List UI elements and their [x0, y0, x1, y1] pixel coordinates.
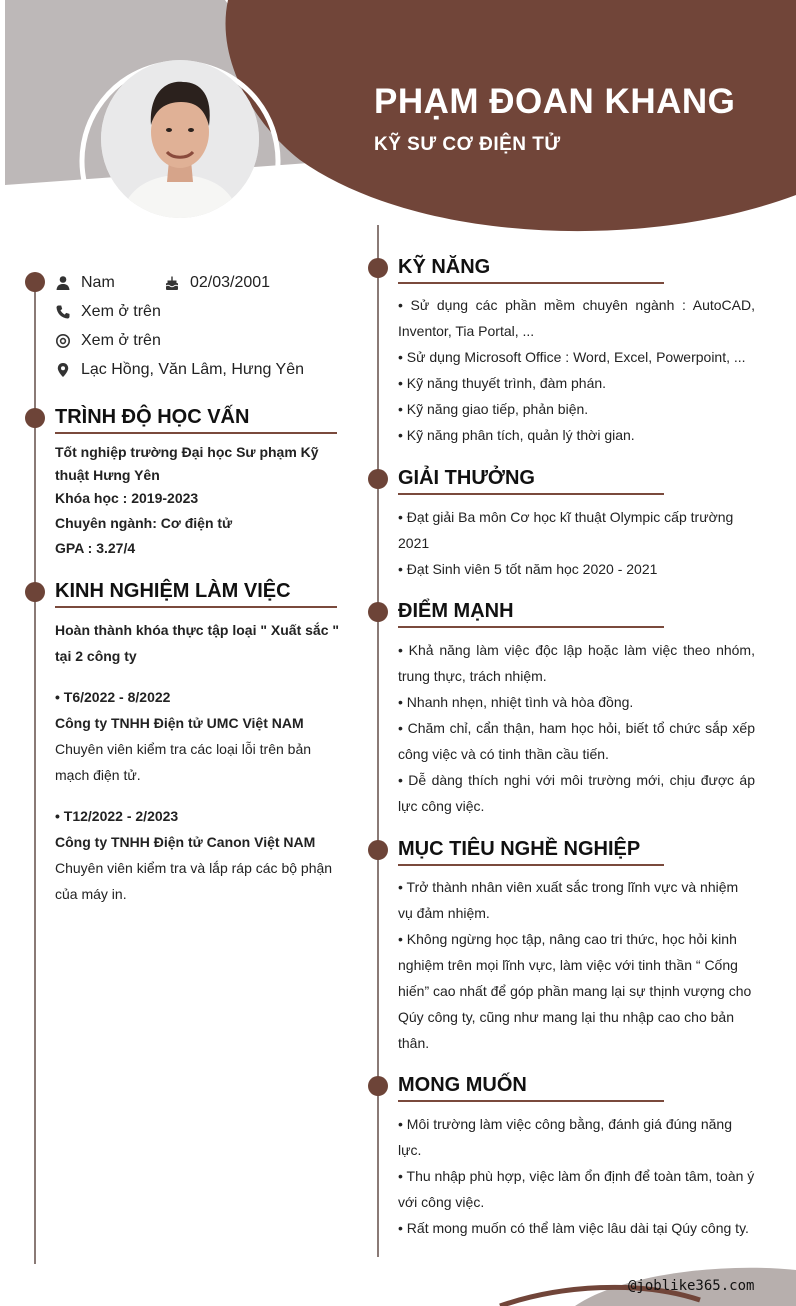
- portrait-image: [101, 60, 259, 218]
- candidate-name: PHẠM ĐOAN KHANG: [374, 82, 736, 121]
- education-title: TRÌNH ĐỘ HỌC VẤN: [55, 405, 337, 434]
- location-icon: [55, 362, 71, 378]
- timeline-dot: [368, 258, 388, 278]
- experience-block: [55, 617, 340, 907]
- timeline-dot: [368, 1076, 388, 1096]
- education-course: Khóa học : 2019-2023: [55, 490, 199, 506]
- timeline-dot: [25, 582, 45, 602]
- job-company: Công ty TNHH Điện tử Canon Việt NAM: [55, 834, 316, 850]
- address-value: Lạc Hồng, Văn Lâm, Hưng Yên: [81, 361, 304, 378]
- skill-item: • Sử dụng Microsoft Office : Word, Excel, Powerpoint, ...: [398, 349, 746, 365]
- experience-title: KINH NGHIỆM LÀM VIỆC: [55, 579, 337, 608]
- header: [374, 80, 735, 156]
- job-company: Công ty TNHH Điện tử UMC Việt NAM: [55, 715, 304, 731]
- education-school: Tốt nghiệp trường Đại học Sư phạm Kỹ thuật Hưng Yên: [55, 444, 319, 483]
- user-icon: [55, 275, 71, 291]
- strength-item: • Khả năng làm việc độc lập hoặc làm việc theo nhóm, trung thực, trách nhiệm.: [398, 642, 755, 684]
- award-item: • Đạt Sinh viên 5 tốt năm học 2020 - 2021: [398, 561, 658, 577]
- timeline-dot: [25, 272, 45, 292]
- job-title: KỸ SƯ CƠ ĐIỆN TỬ: [374, 134, 561, 155]
- objective-item: • Trở thành nhân viên xuất sắc trong lĩnh vực và nhiệm vụ đảm nhiệm.: [398, 879, 739, 921]
- skills-title: KỸ NĂNG: [398, 255, 664, 284]
- strength-item: • Chăm chỉ, cẩn thận, ham học hỏi, biết tổ chức sắp xếp công việc và có tinh thần cầu tiến.: [398, 720, 755, 762]
- wish-item: • Thu nhập phù hợp, việc làm ổn định để toàn tâm, toàn ý với công việc.: [398, 1168, 755, 1210]
- objective-list: [398, 874, 755, 1056]
- skill-item: • Kỹ năng thuyết trình, đàm phán.: [398, 375, 607, 391]
- birthday-row: [164, 274, 270, 292]
- job-description: Chuyên viên kiểm tra và lắp ráp các bộ phận của máy in.: [55, 860, 333, 902]
- award-item: • Đạt giải Ba môn Cơ học kĩ thuật Olympic cấp trường 2021: [398, 509, 734, 551]
- strength-item: • Dễ dàng thích nghi với môi trường mới, chịu được áp lực công việc.: [398, 772, 755, 814]
- phone-row: [55, 303, 161, 321]
- footer-watermark: @joblike365.com: [628, 1278, 755, 1294]
- cake-icon: [164, 275, 180, 291]
- education-block: [55, 441, 340, 560]
- awards-title: GIẢI THƯỞNG: [398, 466, 664, 495]
- skill-item: • Sử dụng các phần mềm chuyên ngành : AutoCAD, Inventor, Tia Portal, ...: [398, 297, 755, 339]
- right-timeline: [377, 225, 379, 1257]
- wishes-title: MONG MUỐN: [398, 1073, 664, 1102]
- wish-item: • Môi trường làm việc công bằng, đánh giá đúng năng lực.: [398, 1116, 732, 1158]
- email-value: Xem ở trên: [81, 332, 161, 349]
- awards-list: [398, 504, 755, 582]
- wish-item: • Rất mong muốn có thể làm việc lâu dài tại Qúy công ty.: [398, 1220, 749, 1236]
- skill-item: • Kỹ năng phân tích, quản lý thời gian.: [398, 427, 635, 443]
- timeline-dot: [25, 408, 45, 428]
- job-description: Chuyên viên kiểm tra các loại lỗi trên bản mạch điện tử.: [55, 741, 312, 783]
- skill-item: • Kỹ năng giao tiếp, phản biện.: [398, 401, 589, 417]
- job-period: • T12/2022 - 2/2023: [55, 808, 179, 824]
- experience-summary: Hoàn thành khóa thực tập loại " Xuất sắc " tại 2 công ty: [55, 622, 340, 664]
- phone-icon: [55, 304, 71, 320]
- skills-list: [398, 292, 755, 448]
- address-row: [55, 361, 304, 379]
- timeline-dot: [368, 602, 388, 622]
- gender-row: [55, 274, 115, 292]
- timeline-dot: [368, 840, 388, 860]
- objective-item: • Không ngừng học tập, nâng cao tri thức, học hỏi kinh nghiệm trên mọi lĩnh vực, làm việc với tinh thần “ Cống hiến” cao nhất để góp phần mang lại sự thịnh vượng cho Qúy công ty, cũng như mang lại thu nhập cao cho bản thân.: [398, 931, 752, 1051]
- gender-value: Nam: [81, 274, 115, 291]
- avatar: [101, 60, 259, 218]
- objective-title: MỤC TIÊU NGHỀ NGHIỆP: [398, 837, 664, 866]
- phone-value: Xem ở trên: [81, 303, 161, 320]
- birthday-value: 02/03/2001: [190, 274, 271, 291]
- strengths-list: [398, 637, 755, 819]
- job-period: • T6/2022 - 8/2022: [55, 689, 171, 705]
- education-major: Chuyên ngành: Cơ điện tử: [55, 515, 233, 531]
- education-gpa: GPA : 3.27/4: [55, 540, 136, 556]
- email-row: [55, 332, 161, 350]
- email-icon: [55, 333, 71, 349]
- strength-item: • Nhanh nhẹn, nhiệt tình và hòa đồng.: [398, 694, 634, 710]
- timeline-dot: [368, 469, 388, 489]
- left-timeline: [34, 282, 36, 1264]
- wishes-list: [398, 1111, 755, 1241]
- strengths-title: ĐIỂM MẠNH: [398, 599, 664, 628]
